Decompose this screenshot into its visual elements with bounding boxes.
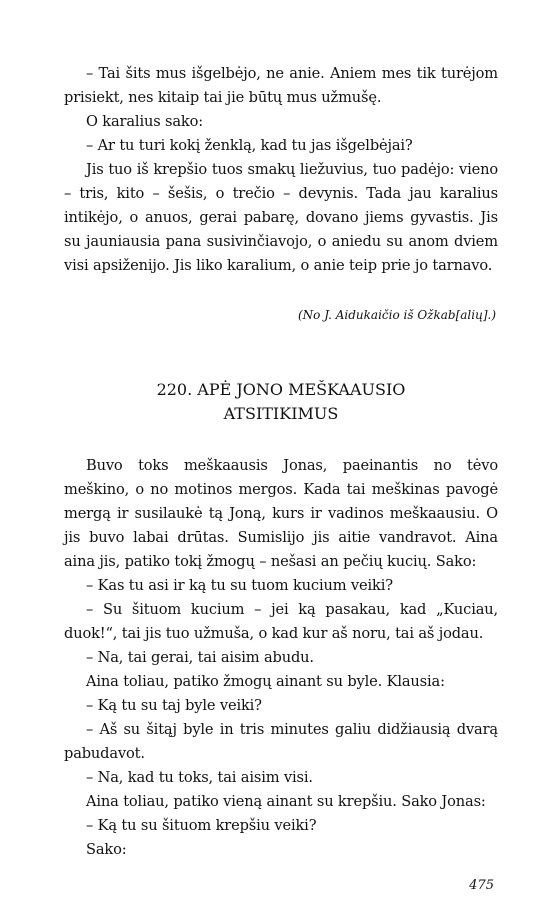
- paragraph: – Tai šits mus išgelbėjo, ne anie. Aniem mes tik turėjom prisiekt, nes kitaip tai jie būtų mus užmušę.: [64, 65, 498, 106]
- paragraph: – Ką tu su šituom krepšiu veiki?: [86, 817, 317, 834]
- paragraph: – Aš su šitąj byle in tris minutes galiu didžiausią dvarą pabudavot.: [64, 721, 498, 762]
- paragraph: – Na, tai gerai, tai aisim abudu.: [86, 649, 314, 666]
- paragraph: O karalius sako:: [86, 113, 204, 130]
- paragraph: – Su šituom kucium – jei ką pasakau, kad „Kuciau, duok!“, tai jis tuo užmuša, o kad kur aš noru, tai aš jodau.: [64, 601, 498, 642]
- paragraph: Jis tuo iš krepšio tuos smakų liežuvius, tuo padėjo: vieno – tris, kito – šešis, o trečio – devynis. Tada jau karalius intikėjo, o anuos, gerai pabarę, dovano jiems gyvastis. Jis su jauniausia pana susivinčiavojo, o aniedu su anom dviem visi apsiženijo. Jis liko karalium, o anie teip prie jo tarnavo.: [64, 161, 498, 274]
- top-text-block: [64, 62, 498, 278]
- heading-line-2: ATSITIKIMUS: [223, 404, 339, 423]
- paragraph: Aina toliau, patiko vieną ainant su krepšiu. Sako Jonas:: [86, 793, 486, 810]
- paragraph: Aina toliau, patiko žmogų ainant su byle. Klausia:: [86, 673, 445, 690]
- heading-line-1: 220. APĖ JONO MEŠKAAUSIO: [156, 380, 406, 399]
- paragraph: – Ar tu turi kokį ženklą, kad tu jas išgelbėjai?: [86, 137, 413, 154]
- paragraph: – Na, kad tu toks, tai aisim visi.: [86, 769, 313, 786]
- page-number: 475: [469, 878, 494, 893]
- story-heading: [64, 378, 498, 426]
- paragraph: – Kas tu asi ir ką tu su tuom kucium veiki?: [86, 577, 393, 594]
- story-text-block: [64, 454, 498, 862]
- paragraph: Sako:: [86, 841, 127, 858]
- paragraph: – Ką tu su taj byle veiki?: [86, 697, 262, 714]
- paragraph: Buvo toks meškaausis Jonas, paeinantis no tėvo meškino, o no motinos mergos. Kada tai meškinas pavogė mergą ir susilaukė tą Joną, kurs ir vadinos meškaausiu. O jis buvo labai drūtas. Sumislijo jis aitie vandravot. Aina aina jis, patiko tokį žmogų – nešasi an pečių kucių. Sako:: [64, 457, 498, 570]
- source-note: (No J. Aidukaičio iš Ožkab[alių].): [298, 308, 496, 322]
